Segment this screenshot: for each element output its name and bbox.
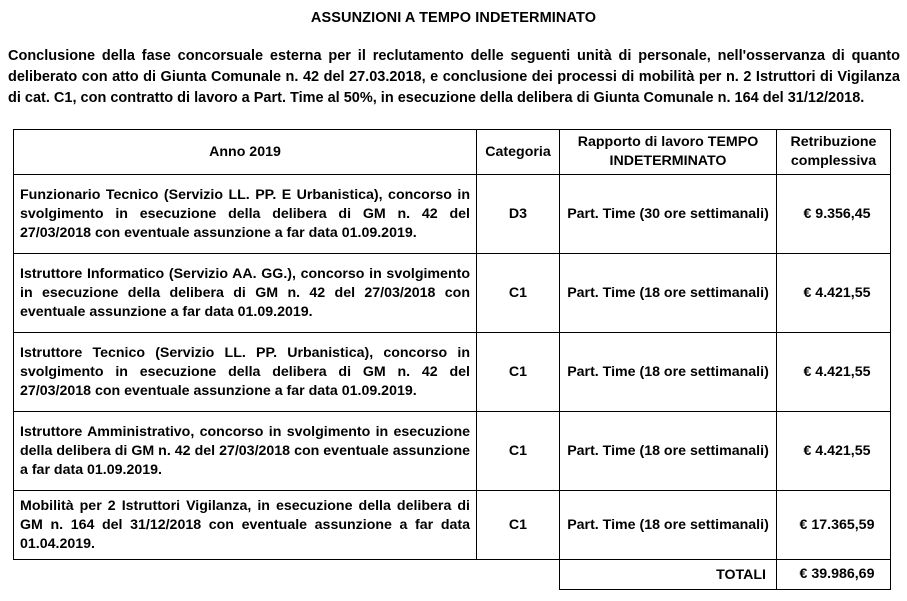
totals-row — [14, 560, 891, 590]
table-row — [14, 412, 891, 491]
row-description: Istruttore Tecnico (Servizio LL. PP. Urbanistica), concorso in svolgimento in esecuzione della delibera di GM n. 42 del 27/03/2018 con eventuale assunzione a far data 01.09.2019. — [14, 333, 477, 412]
row-retribuzione: € 4.421,55 — [777, 333, 891, 412]
totals-label: TOTALI — [560, 560, 777, 590]
table-row — [14, 333, 891, 412]
row-rapporto: Part. Time (18 ore settimanali) — [560, 491, 777, 560]
row-categoria: C1 — [477, 254, 560, 333]
totals-value: € 39.986,69 — [777, 560, 891, 590]
row-description: Funzionario Tecnico (Servizio LL. PP. E Urbanistica), concorso in svolgimento in esecuzione della delibera di GM n. 42 del 27/03/2018 con eventuale assunzione a far data 01.09.2019. — [14, 175, 477, 254]
row-retribuzione: € 4.421,55 — [777, 412, 891, 491]
row-retribuzione: € 9.356,45 — [777, 175, 891, 254]
assunzioni-table — [13, 129, 891, 590]
totals-spacer — [477, 560, 560, 590]
row-retribuzione: € 17.365,59 — [777, 491, 891, 560]
table-row — [14, 254, 891, 333]
intro-paragraph: Conclusione della fase concorsuale esterna per il reclutamento delle seguenti unità di personale, nell'osservanza di quanto deliberato con atto di Giunta Comunale n. 42 del 27.03.2018, e conclusione dei processi di mobilità per n. 2 Istruttori di Vigilanza di cat. C1, con contratto di lavoro a Part. Time al 50%, in esecuzione della delibera di Giunta Comunale n. 164 del 31/12/2018. — [8, 48, 900, 106]
row-description: Istruttore Amministrativo, concorso in svolgimento in esecuzione della delibera di GM n. 42 del 27/03/2018 con eventuale assunzione a far data 01.09.2019. — [14, 412, 477, 491]
row-categoria: C1 — [477, 333, 560, 412]
row-rapporto: Part. Time (18 ore settimanali) — [560, 412, 777, 491]
row-description: Mobilità per 2 Istruttori Vigilanza, in esecuzione della delibera di GM n. 164 del 31/12/2018 con eventuale assunzione a far data 01.04.2019. — [14, 491, 477, 560]
row-rapporto: Part. Time (30 ore settimanali) — [560, 175, 777, 254]
row-categoria: C1 — [477, 491, 560, 560]
table-row — [14, 175, 891, 254]
header-anno: Anno 2019 — [14, 130, 477, 175]
header-rapporto: Rapporto di lavoro TEMPO INDETERMINATO — [560, 130, 777, 175]
row-retribuzione: € 4.421,55 — [777, 254, 891, 333]
header-categoria: Categoria — [477, 130, 560, 175]
row-categoria: C1 — [477, 412, 560, 491]
row-categoria: D3 — [477, 175, 560, 254]
table-header-row — [14, 130, 891, 175]
row-description: Istruttore Informatico (Servizio AA. GG.), concorso in svolgimento in esecuzione della delibera di GM n. 42 del 27/03/2018 con eventuale assunzione a far data 01.09.2019. — [14, 254, 477, 333]
row-rapporto: Part. Time (18 ore settimanali) — [560, 333, 777, 412]
header-retribuzione: Retribuzione complessiva — [777, 130, 891, 175]
row-rapporto: Part. Time (18 ore settimanali) — [560, 254, 777, 333]
table-row — [14, 491, 891, 560]
totals-spacer — [14, 560, 477, 590]
document-title: ASSUNZIONI A TEMPO INDETERMINATO — [310, 10, 597, 26]
